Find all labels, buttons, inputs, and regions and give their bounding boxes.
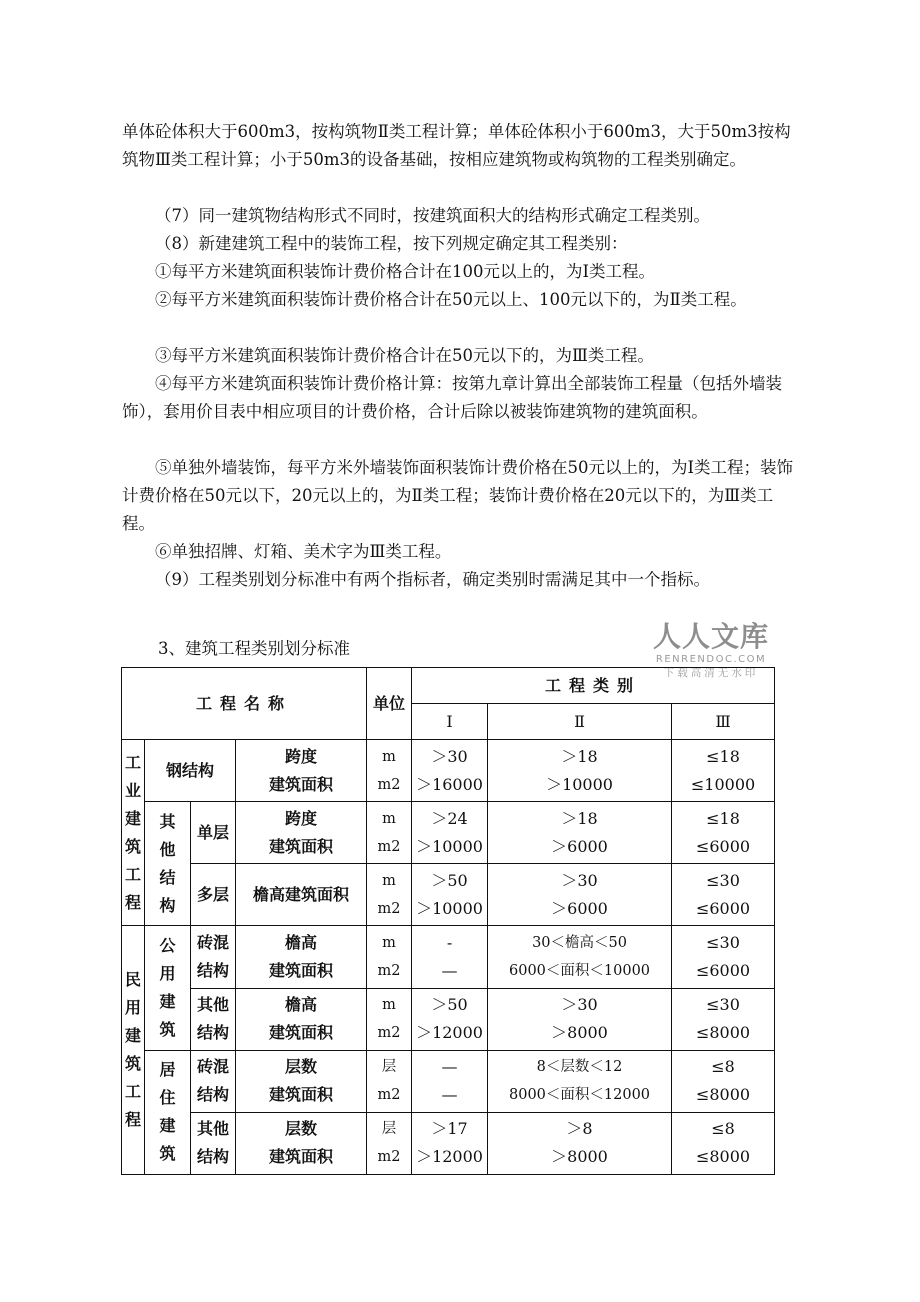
class-1-cell: ＞50 ＞10000 (412, 864, 488, 926)
paragraph-concrete-volume: 单体砼体积大于600m3，按构筑物Ⅱ类工程计算；单体砼体积小于600m3，大于50m3按构筑物Ⅲ类工程计算；小于50m3的设备基础，按相应建筑物或构筑物的工程类别确定。 (122, 122, 791, 169)
header-class-1: Ⅰ (412, 704, 488, 740)
paragraph-rule-3: ③每平方米建筑面积装饰计费价格合计在50元以下的，为Ⅲ类工程。 (155, 346, 654, 365)
header-class-2: Ⅱ (488, 704, 672, 740)
other-structure-label: 其他结构 (191, 988, 236, 1050)
table-row (122, 864, 775, 926)
unit-cell: m m2 (367, 988, 412, 1050)
class-3-cell: ≤8 ≤8000 (672, 1112, 775, 1174)
indicator-cell: 层数 建筑面积 (236, 1050, 367, 1112)
paragraph-item-9: （9）工程类别划分标准中有两个指标者，确定类别时需满足其中一个指标。 (155, 570, 710, 589)
classification-table (121, 667, 775, 1175)
class-2-cell: ＞30 ＞8000 (488, 988, 672, 1050)
class-3-cell: ≤18 ≤10000 (672, 740, 775, 802)
table-row (122, 926, 775, 988)
indicator-cell: 跨度 建筑面积 (236, 802, 367, 864)
paragraph-rule-4: ④每平方米建筑面积装饰计费价格计算：按第九章计算出全部装饰工程量（包括外墙装饰），套用价目表中相应项目的计费价格，合计后除以被装饰建筑物的建筑面积。 (122, 374, 782, 421)
table-row (122, 988, 775, 1050)
class-1-cell: — — (412, 1050, 488, 1112)
table-row (122, 740, 775, 802)
table-header-row (122, 668, 775, 704)
watermark-url: RENRENDOC.COM (655, 654, 767, 665)
watermark-title: 人人文库 (652, 620, 769, 653)
brick-concrete-label: 砖混结构 (191, 926, 236, 988)
class-2-cell: 8＜层数＜12 8000＜面积＜12000 (488, 1050, 672, 1112)
steel-structure-label: 钢结构 (145, 740, 236, 802)
class-2-cell: ＞8 ＞8000 (488, 1112, 672, 1174)
indicator-cell: 檐高 建筑面积 (236, 988, 367, 1050)
brick-concrete-label: 砖混结构 (191, 1050, 236, 1112)
indicator-cell: 檐高建筑面积 (236, 864, 367, 926)
class-1-cell: - — (412, 926, 488, 988)
indicator-cell: 跨度 建筑面积 (236, 740, 367, 802)
indicator-cell: 檐高 建筑面积 (236, 926, 367, 988)
single-storey-label: 单层 (191, 802, 236, 864)
other-structure-label: 其他结构 (191, 1112, 236, 1174)
class-2-cell: ＞18 ＞6000 (488, 802, 672, 864)
watermark-subtitle: 下载高清无水印 (663, 667, 759, 679)
table-row (122, 1050, 775, 1112)
residential-building-label: 居 住 建 筑 (145, 1050, 191, 1174)
class-2-cell: ＞18 ＞10000 (488, 740, 672, 802)
header-category: 工程类别 (412, 668, 775, 704)
other-structure-label: 其 他 结 构 (145, 802, 191, 926)
unit-cell: m m2 (367, 926, 412, 988)
indicator-cell: 层数 建筑面积 (236, 1112, 367, 1174)
civil-building-label: 民 用 建 筑 工 程 (122, 926, 145, 1175)
class-3-cell: ≤30 ≤6000 (672, 864, 775, 926)
paragraph-rule-5: ⑤单独外墙装饰，每平方米外墙装饰面积装饰计费价格在50元以上的，为Ⅰ类工程；装饰计费价格在50元以下，20元以上的，为Ⅱ类工程；装饰计费价格在20元以下的，为Ⅲ类工程。 (122, 458, 794, 533)
multi-storey-label: 多层 (191, 864, 236, 926)
table-caption: 3、建筑工程类别划分标准 (158, 639, 350, 658)
industrial-building-label: 工 业 建 筑 工 程 (122, 740, 145, 926)
class-3-cell: ≤18 ≤6000 (672, 802, 775, 864)
unit-cell: m m2 (367, 802, 412, 864)
class-1-cell: ＞50 ＞12000 (412, 988, 488, 1050)
paragraph-rule-6: ⑥单独招牌、灯箱、美术字为Ⅲ类工程。 (155, 542, 452, 561)
class-3-cell: ≤30 ≤8000 (672, 988, 775, 1050)
table-row (122, 1112, 775, 1174)
class-2-cell: ＞30 ＞6000 (488, 864, 672, 926)
class-1-cell: ＞17 ＞12000 (412, 1112, 488, 1174)
unit-cell: m m2 (367, 740, 412, 802)
class-3-cell: ≤30 ≤6000 (672, 926, 775, 988)
header-class-3: Ⅲ (672, 704, 775, 740)
paragraph-rule-2: ②每平方米建筑面积装饰计费价格合计在50元以上、100元以下的，为Ⅱ类工程。 (155, 290, 747, 309)
class-3-cell: ≤8 ≤8000 (672, 1050, 775, 1112)
header-project-name: 工程名称 (122, 668, 367, 740)
header-unit: 单位 (367, 668, 412, 740)
paragraph-item-8: （8）新建建筑工程中的装饰工程，按下列规定确定其工程类别： (155, 234, 628, 253)
class-2-cell: 30＜檐高＜50 6000＜面积＜10000 (488, 926, 672, 988)
unit-cell: 层 m2 (367, 1050, 412, 1112)
paragraph-rule-1: ①每平方米建筑面积装饰计费价格合计在100元以上的，为Ⅰ类工程。 (155, 262, 656, 281)
paragraph-item-7: （7）同一建筑物结构形式不同时，按建筑面积大的结构形式确定工程类别。 (155, 206, 710, 225)
unit-cell: m m2 (367, 864, 412, 926)
class-1-cell: ＞30 ＞16000 (412, 740, 488, 802)
public-building-label: 公 用 建 筑 (145, 926, 191, 1050)
unit-cell: 层 m2 (367, 1112, 412, 1174)
table-row (122, 802, 775, 864)
class-1-cell: ＞24 ＞10000 (412, 802, 488, 864)
